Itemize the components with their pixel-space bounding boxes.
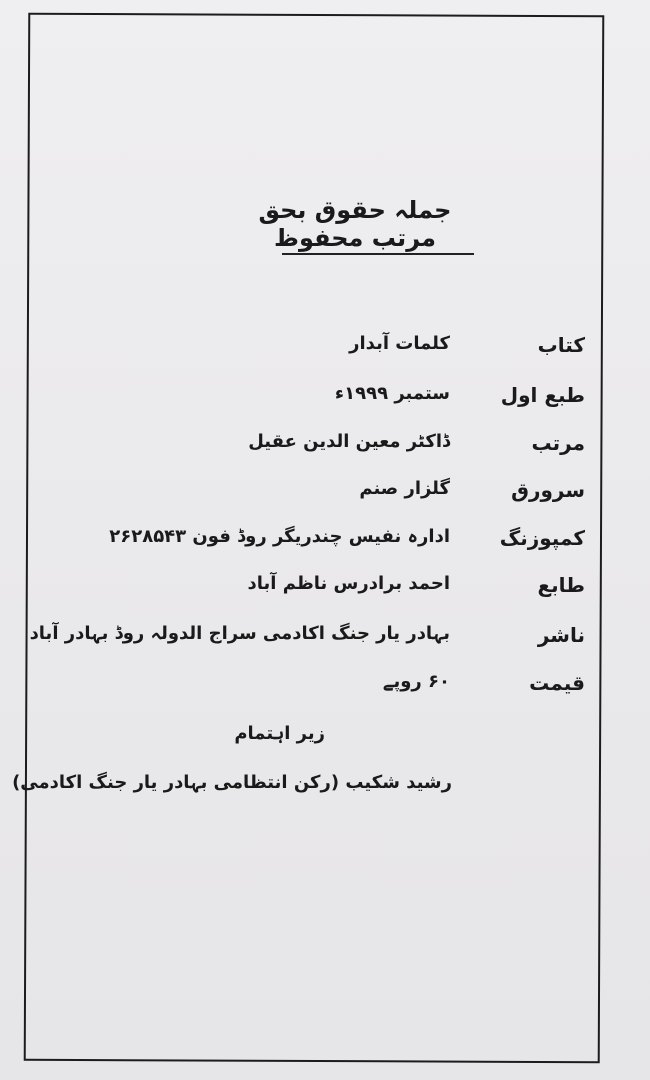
- detail-value: احمد برادرس ناظم آباد: [247, 573, 450, 594]
- detail-value: ستمبر ۱۹۹۹ء: [334, 383, 450, 404]
- detail-label: قیمت: [529, 671, 585, 695]
- supervisor-name: رشید شکیب (رکن انتظامی بہادر یار جنگ اکادمی): [12, 772, 452, 793]
- detail-row-compiler: [40, 431, 585, 471]
- detail-label: طبع اول: [500, 383, 585, 407]
- detail-row-price: [40, 671, 585, 711]
- supervision-heading: زیر اہتمام: [234, 723, 325, 744]
- detail-row-composing: [40, 526, 585, 566]
- copyright-notice-title: جملہ حقوق بحق مرتب محفوظ: [258, 196, 452, 252]
- detail-value: بہادر یار جنگ اکادمی سراج الدولہ روڈ بہادر آباد: [29, 623, 450, 644]
- detail-row-first-edition: [40, 383, 585, 423]
- detail-value: کلمات آبدار: [349, 333, 450, 354]
- detail-label: ناشر: [537, 623, 585, 647]
- detail-label: سرورق: [511, 478, 585, 502]
- title-underline: [282, 253, 474, 255]
- detail-value: ڈاکٹر معین الدین عقیل: [248, 431, 450, 452]
- detail-value: ادارہ نفیس چندریگر روڈ فون ۲۶۲۸۵۴۳: [109, 526, 450, 547]
- detail-label: کمپوزنگ: [499, 526, 585, 550]
- detail-row-book: [40, 333, 585, 373]
- detail-row-cover: [40, 478, 585, 518]
- detail-value: گلزار صنم: [359, 478, 450, 499]
- detail-value: ۶۰ روپے: [382, 671, 450, 692]
- detail-label: کتاب: [537, 333, 585, 357]
- detail-label: طابع: [537, 573, 585, 597]
- detail-row-printer: [40, 573, 585, 613]
- detail-label: مرتب: [531, 431, 585, 455]
- detail-row-publisher: [29, 623, 585, 663]
